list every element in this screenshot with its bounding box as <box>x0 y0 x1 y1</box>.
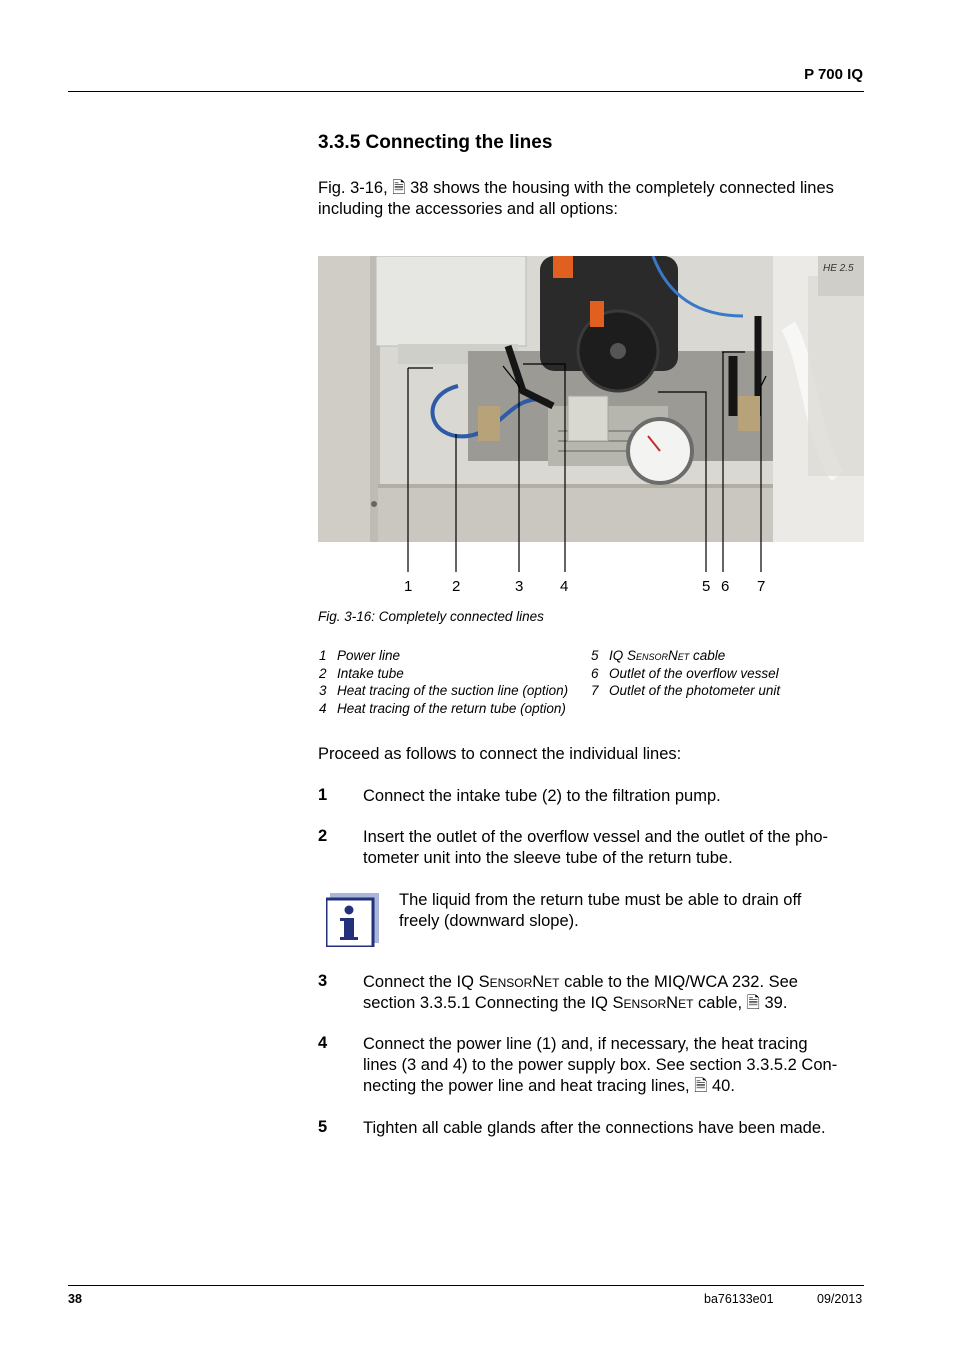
legend-item: 3 Heat tracing of the suction line (option) <box>319 683 569 698</box>
legend-item: 5 IQ SensorNet cable <box>591 648 726 663</box>
legend-item: 4 Heat tracing of the return tube (option) <box>319 700 566 716</box>
document-id: ba76133e01 <box>704 1292 774 1306</box>
legend-left-column <box>319 647 568 717</box>
proceed-paragraph: Proceed as follows to connect the individual lines: <box>318 745 682 763</box>
callout-number: 6 <box>721 578 730 595</box>
legend-item: 7 Outlet of the photometer unit <box>591 683 781 698</box>
legend-item: 1 Power line <box>319 648 401 663</box>
section-title: 3.3.5 Connecting the lines <box>318 132 553 153</box>
step-number: 1 <box>318 786 328 804</box>
callout-number: 4 <box>560 578 569 595</box>
figure-callout-leaders <box>318 542 864 572</box>
header-rule <box>68 91 864 92</box>
document-date: 09/2013 <box>817 1292 863 1306</box>
figure-caption: Fig. 3-16: Completely connected lines <box>318 609 544 624</box>
info-icon <box>326 893 379 947</box>
callout-number: 3 <box>515 578 524 595</box>
callout-number: 2 <box>452 578 461 595</box>
info-note-text: The liquid from the return tube must be able to drain off freely (downward slope). <box>399 891 802 930</box>
page-number: 38 <box>68 1292 82 1306</box>
step-number: 5 <box>318 1118 328 1136</box>
footer-rule <box>68 1285 864 1286</box>
callout-number: 5 <box>702 578 711 595</box>
figure-photo <box>318 256 864 542</box>
step-number: 4 <box>318 1034 328 1052</box>
step-text: Connect the power line (1) and, if necessary, the heat tracing lines (3 and 4) to the power supply box. See section 3.3.5.2 Con- necting the power line and heat tracing lines, 🗎 40. <box>363 1035 838 1095</box>
legend-item: 2 Intake tube <box>319 665 404 681</box>
intro-line-2: including the accessories and all options: <box>318 200 618 218</box>
intro-line-1: Fig. 3-16, 🗎 38 shows the housing with the completely connected lines <box>318 179 834 197</box>
step-text: Connect the IQ SensorNet cable to the MIQ/WCA 232. See section 3.3.5.1 Connecting the IQ SensorNet cable, 🗎 39. <box>363 973 798 1012</box>
step-text: Connect the intake tube (2) to the filtration pump. <box>363 787 721 805</box>
step-number: 3 <box>318 972 328 990</box>
legend-right-column <box>591 647 780 700</box>
intro-paragraph <box>318 178 866 220</box>
step-text: Tighten all cable glands after the connections have been made. <box>363 1119 826 1137</box>
legend-item: 6 Outlet of the overflow vessel <box>591 665 779 681</box>
callout-number: 1 <box>404 578 413 595</box>
photo-label-he: HE 2.5 <box>823 263 854 274</box>
running-header-title: P 700 IQ <box>804 66 863 83</box>
callout-number: 7 <box>757 578 766 595</box>
step-number: 2 <box>318 827 328 845</box>
step-text: Insert the outlet of the overflow vessel and the outlet of the pho- tometer unit into the sleeve tube of the return tube. <box>363 828 829 867</box>
